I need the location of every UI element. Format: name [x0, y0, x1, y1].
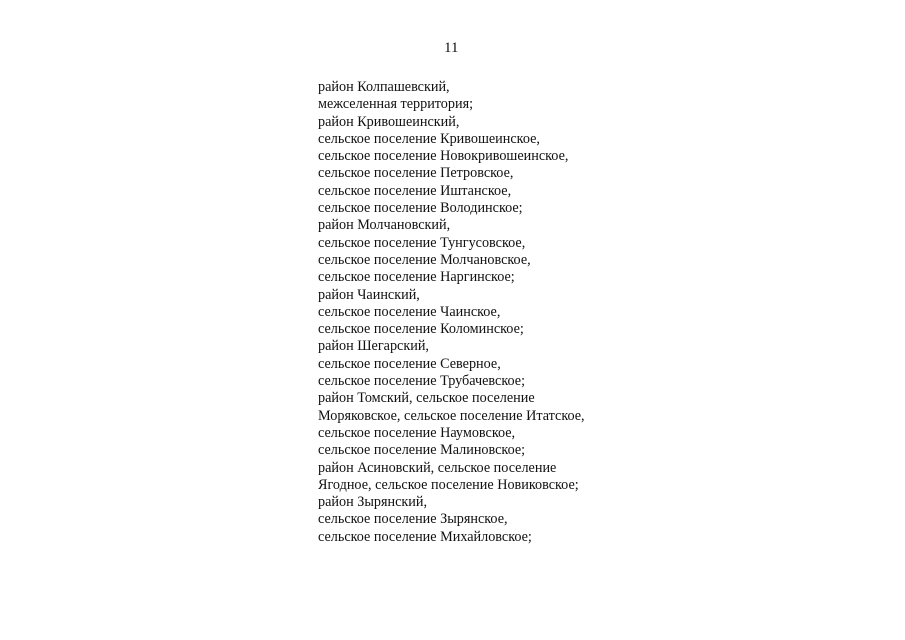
- text-line: сельское поселение Иштанское,: [318, 182, 512, 199]
- text-line: район Молчановский,: [318, 217, 451, 234]
- text-line: сельское поселение Зырянское,: [318, 511, 508, 528]
- text-line: сельское поселение Михайловское;: [318, 528, 532, 545]
- text-line: сельское поселение Трубачевское;: [318, 373, 526, 390]
- text-line: Моряковское, сельское поселение Итатское,: [318, 407, 585, 424]
- text-line: сельское поселение Новокривошеинское,: [318, 148, 569, 165]
- text-line: сельское поселение Молчановское,: [318, 251, 531, 268]
- text-line: сельское поселение Петровское,: [318, 165, 514, 182]
- text-line: сельское поселение Наумовское,: [318, 424, 516, 441]
- text-line: сельское поселение Чаинское,: [318, 303, 501, 320]
- text-line: межселенная территория;: [318, 96, 474, 113]
- text-line: сельское поселение Тунгусовское,: [318, 234, 526, 251]
- text-line: район Чаинский,: [318, 286, 420, 303]
- text-line: сельское поселение Кривошеинское,: [318, 130, 540, 147]
- text-line: район Зырянский,: [318, 494, 427, 511]
- text-line: сельское поселение Малиновское;: [318, 442, 526, 459]
- text-line: сельское поселение Коломинское;: [318, 321, 524, 338]
- text-line: сельское поселение Наргинское;: [318, 269, 515, 286]
- text-line: район Томский, сельское поселение: [318, 390, 535, 407]
- text-line: Ягодное, сельское поселение Новиковское;: [318, 476, 579, 493]
- text-line: сельское поселение Северное,: [318, 355, 501, 372]
- text-line: район Кривошеинский,: [318, 113, 460, 130]
- text-line: район Шегарский,: [318, 338, 429, 355]
- text-line: район Асиновский, сельское поселение: [318, 459, 557, 476]
- text-line: район Колпашевский,: [318, 79, 450, 95]
- document-text-block: [318, 79, 648, 546]
- page-number: 11: [444, 40, 459, 56]
- text-line: сельское поселение Володинское;: [318, 200, 523, 217]
